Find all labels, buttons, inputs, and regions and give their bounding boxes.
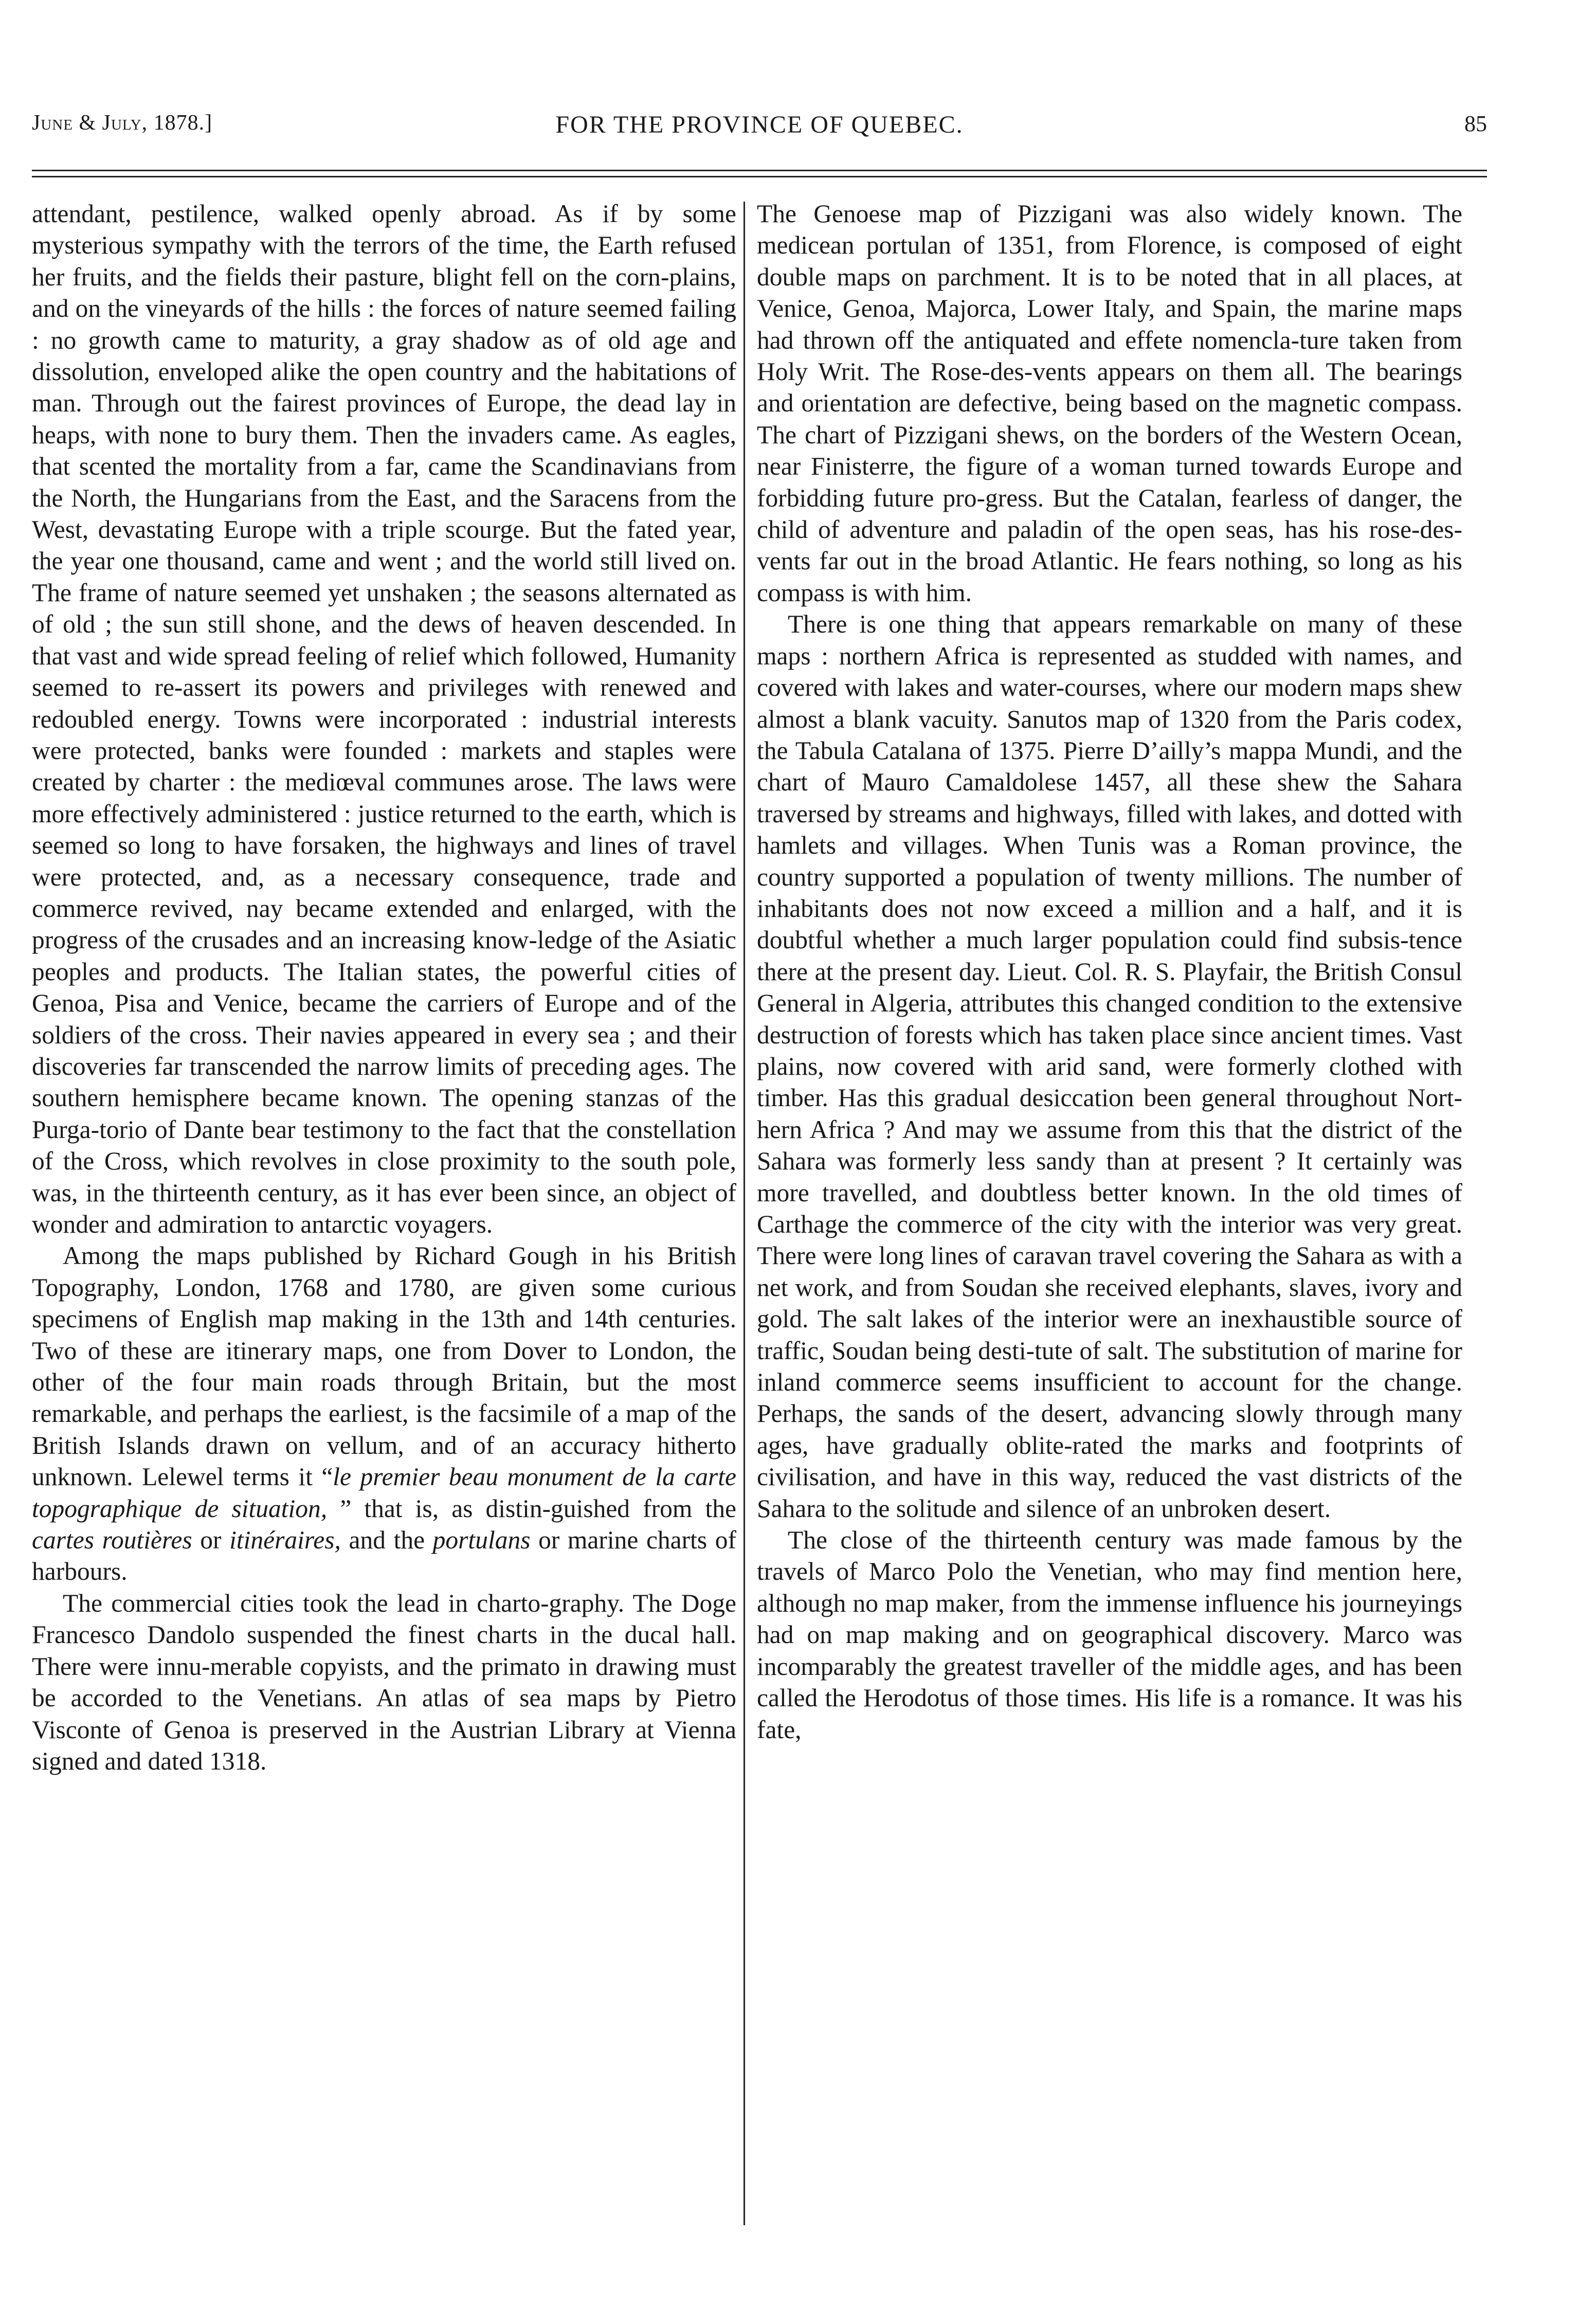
paragraph-commercial-cities: The commercial cities took the lead in charto-graphy. The Doge Francesco Dandolo suspended the finest charts in the ducal hall. There were innu-merable copyists, and the primato in drawing must be accorded to the Venetians. An atlas of sea maps by Pietro Visconte of Genoa is preserved in the Austrian Library at Vienna signed and dated 1318. [32, 1589, 736, 1775]
italic-quote: le premier beau monument de la carte topographique de situation, [32, 1463, 736, 1523]
header-rule-bottom [32, 176, 1487, 177]
italic-term: portulans [432, 1526, 531, 1555]
italic-term: itinéraires, [229, 1526, 341, 1555]
running-head [32, 111, 1487, 147]
page-number: 85 [1464, 111, 1487, 136]
right-column [757, 198, 1462, 1745]
column-divider [743, 202, 745, 2225]
text-run: Among the maps published by Richard Gough in his British Topography, London, 1768 and 1780, are given some curious specimens of English map making in the 13th and 14th centuries. Two of these are itinerary maps, one from Dover to London, the other of the four main roads through Britain, but the most remarkable, and perhaps the earliest, is the facsimile of a map of the British Islands drawn on vellum, and of an accuracy hitherto unknown. Lelewel terms it “ [32, 1241, 736, 1491]
text-run: and the [340, 1526, 433, 1555]
text-run: ” that is, as distin-guished from the [327, 1494, 736, 1523]
paragraph-gough-maps [32, 1240, 736, 1587]
paragraph-marco-polo: The close of the thirteenth century was made famous by the travels of Marco Polo the Venetian, who may find mention here, although no map maker, from the immense influence his journeyings had on map making and on geographical discovery. Marco was incomparably the greatest traveller of the middle ages, and has been called the Herodotus of those times. His life is a romance. It was his fate, [757, 1526, 1462, 1744]
paragraph-pestilence: attendant, pestilence, walked openly abroad. As if by some mysterious sympathy with the terrors of the time, the Earth refused her fruits, and the fields their pasture, blight fell on the corn-plains, and on the vineyards of the hills : the forces of nature seemed failing : no growth came to maturity, a gray shadow as of old age and dissolution, enveloped alike the open country and the habitations of man. Through out the fairest provinces of Europe, the dead lay in heaps, with none to bury them. Then the invaders came. As eagles, that scented the mortality from a far, came the Scandinavians from the North, the Hungarians from the East, and the Saracens from the West, devastating Europe with a triple scourge. But the fated year, the year one thousand, came and went ; and the world still lived on. The frame of nature seemed yet unshaken ; the seasons alternated as of old ; the sun still shone, and the dews of heaven descended. In that vast and wide spread feeling of relief which followed, Humanity seemed to re-assert its powers and privileges with renewed and redoubled energy. Towns were incorporated : industrial interests were protected, banks were founded : markets and staples were created by charter : the mediœval communes arose. The laws were more effectively administered : justice returned to the earth, which is seemed so long to have forsaken, the highways and lines of travel were protected, and, as a necessary consequence, trade and commerce revived, nay became extended and enlarged, with the progress of the crusades and an increasing know-ledge of the Asiatic peoples and products. The Italian states, the powerful cities of Genoa, Pisa and Venice, became the carriers of Europe and of the soldiers of the cross. Their navies appeared in every sea ; and their discoveries far transcended the narrow limits of preceding ages. The southern hemisphere became known. The opening stanzas of the Purga-torio of Dante bear testimony to the fact that the constellation of the Cross, which revolves in close proximity to the south pole, was, in the thirteenth century, as it has ever been since, an object of wonder and admiration to antarctic voyagers. [32, 200, 736, 1238]
issue-date: June & July, 1878.] [32, 111, 213, 135]
text-run: or marine charts of harbours. [32, 1526, 736, 1586]
left-column [32, 198, 736, 1777]
text-run: or [192, 1526, 230, 1555]
paragraph-northern-africa: There is one thing that appears remarkable on many of these maps : northern Africa is represented as studded with names, and covered with lakes and water-courses, where our modern maps shew almost a blank vacuity. Sanutos map of 1320 from the Paris codex, the Tabula Catalana of 1375. Pierre D’ailly’s mappa Mundi, and the chart of Mauro Camaldolese 1457, all these shew the Sahara traversed by streams and highways, filled with lakes, and dotted with hamlets and villages. When Tunis was a Roman province, the country supported a population of twenty millions. The number of inhabitants does not now exceed a million and a half, and it is doubtful whether a much larger population could find subsis-tence there at the present day. Lieut. Col. R. S. Playfair, the British Consul General in Algeria, attributes this changed condition to the extensive destruction of forests which has taken place since ancient times. Vast plains, now covered with arid sand, were formerly clothed with timber. Has this gradual desiccation been general throughout Nort-hern Africa ? And may we assume from this that the district of the Sahara was formerly less sandy than at present ? It certainly was more travelled, and doubtless better known. In the old times of Carthage the commerce of the city with the interior was very great. There were long lines of caravan travel covering the Sahara as with a net work, and from Soudan she received elephants, slaves, ivory and gold. The salt lakes of the interior were an inexhaustible source of traffic, Soudan being desti-tute of salt. The substitution of marine for inland commerce seems insufficient to account for the change. Perhaps, the sands of the desert, advancing slowly through many ages, have gradually oblite-rated the marks and footprints of civilisation, and have in this way, reduced the vast districts of the Sahara to the solitude and silence of an unbroken desert. [757, 610, 1462, 1523]
journal-title: FOR THE PROVINCE OF QUEBEC. [555, 111, 964, 138]
paragraph-genoese-map: The Genoese map of Pizzigani was also widely known. The medicean portulan of 1351, from Florence, is composed of eight double maps on parchment. It is to be noted that in all places, at Venice, Genoa, Majorca, Lower Italy, and Spain, the marine maps had thrown off the antiquated and effete nomencla-ture taken from Holy Writ. The Rose-des-vents appears on them all. The bearings and orientation are defective, being based on the magnetic compass. The chart of Pizzigani shews, on the borders of the Western Ocean, near Finisterre, the figure of a woman turned towards Europe and forbidding future pro-gress. But the Catalan, fearless of danger, the child of adventure and paladin of the open seas, has his rose-des-vents far out in the broad Atlantic. He fears nothing, so long as his compass is with him. [757, 200, 1462, 607]
italic-term: cartes routières [32, 1526, 192, 1555]
header-rule-top [32, 170, 1487, 171]
